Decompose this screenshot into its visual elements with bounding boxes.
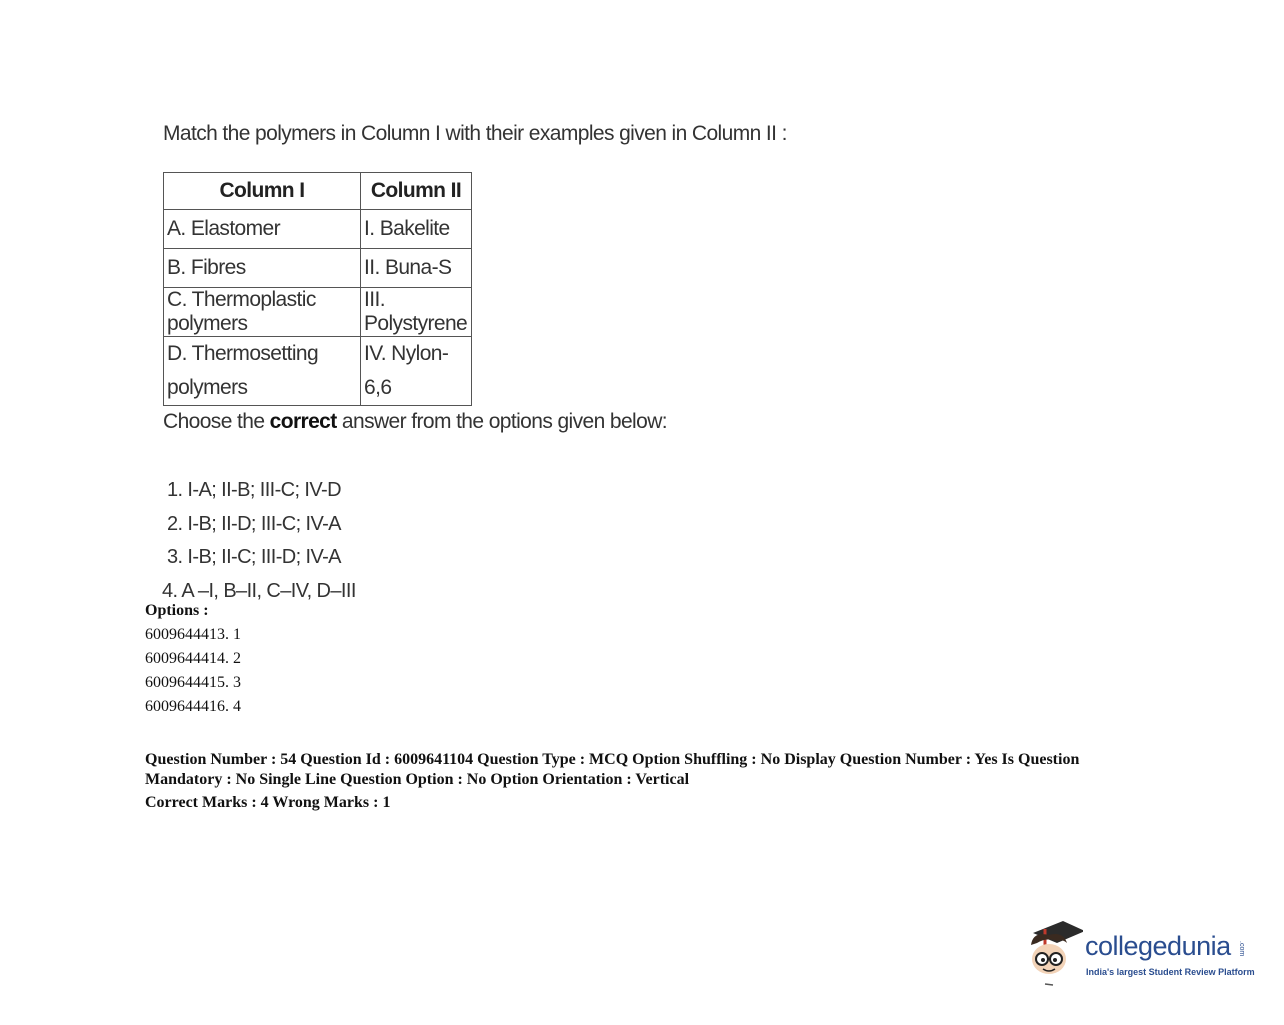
table-cell: A. Elastomer bbox=[164, 210, 361, 249]
option-item: 6009644415. 3 bbox=[145, 674, 241, 691]
answer-choice: 3. I-B; II-C; III-D; IV-A bbox=[167, 546, 341, 568]
table-row bbox=[164, 288, 472, 337]
choose-bold: correct bbox=[269, 410, 337, 433]
answer-choice: 2. I-B; II-D; III-C; IV-A bbox=[167, 512, 341, 535]
table-cell: D. Thermosetting polymers bbox=[164, 337, 361, 406]
choose-prefix: Choose the bbox=[163, 410, 270, 433]
match-table bbox=[163, 172, 472, 406]
graduate-mascot-icon bbox=[1023, 917, 1083, 989]
table-row bbox=[164, 210, 472, 249]
collegedunia-logo bbox=[1023, 917, 1253, 992]
logo-wordmark: collegedunia bbox=[1085, 931, 1231, 961]
answer-choices bbox=[162, 474, 787, 608]
table-cell: III. Polystyrene bbox=[361, 288, 472, 337]
options-title: Options : bbox=[145, 602, 209, 619]
table-cell: IV. Nylon-6,6 bbox=[361, 337, 472, 406]
question-prompt: Match the polymers in Column I with their examples given in Column II : bbox=[163, 122, 787, 145]
choose-instruction bbox=[163, 410, 787, 444]
option-item: 6009644413. 1 bbox=[145, 626, 241, 643]
logo-tagline: India's largest Student Review Platform bbox=[1086, 967, 1255, 977]
option-item: 6009644414. 2 bbox=[145, 650, 241, 667]
column-2-header: Column II bbox=[361, 173, 472, 210]
column-1-header: Column I bbox=[164, 173, 361, 210]
answer-choice: 4. A –I, B–II, C–IV, D–III bbox=[162, 579, 356, 602]
marks-line: Correct Marks : 4 Wrong Marks : 1 bbox=[145, 794, 391, 811]
meta-line: Question Number : 54 Question Id : 6009641104 Question Type : MCQ Option Shuffling : No Display Question Number : Yes Is Question Mandatory : No Single Line Question Option : No Option Orientation : Vertical bbox=[145, 751, 1080, 788]
table-row bbox=[164, 337, 472, 406]
table-cell: B. Fibres bbox=[164, 249, 361, 288]
options-block bbox=[145, 600, 241, 720]
choose-suffix: answer from the options given below: bbox=[336, 410, 667, 433]
table-header-row bbox=[164, 173, 472, 210]
table-cell: I. Bakelite bbox=[361, 210, 472, 249]
table-cell: II. Buna-S bbox=[361, 249, 472, 288]
question-meta bbox=[145, 750, 1105, 813]
option-item: 6009644416. 4 bbox=[145, 698, 241, 715]
logo-suffix: .com bbox=[1238, 941, 1245, 957]
answer-choice: 1. I-A; II-B; III-C; IV-D bbox=[167, 479, 341, 501]
question-image bbox=[163, 118, 787, 608]
table-row bbox=[164, 249, 472, 288]
table-cell: C. Thermoplastic polymers bbox=[164, 288, 361, 337]
